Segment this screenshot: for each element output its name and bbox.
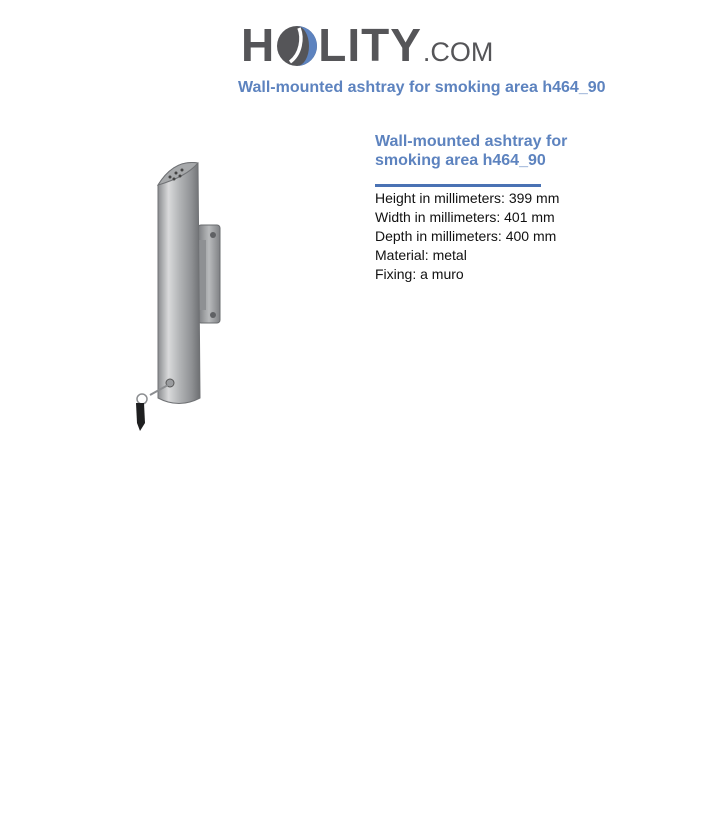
spec-height: Height in millimeters: 399 mm [375, 190, 560, 206]
logo-domain-suffix: .COM [422, 37, 494, 67]
logo-letter-h: H [241, 19, 276, 71]
product-title-line: Wall-mounted ashtray for [375, 133, 568, 150]
brand-logo[interactable] [241, 8, 494, 71]
logo-letters-lity: LITY [318, 19, 422, 71]
spec-material: Material: metal [375, 247, 467, 263]
page-title: Wall-mounted ashtray for smoking area h464_90 [238, 79, 606, 96]
ashtray-product-image [128, 155, 228, 440]
product-title [375, 132, 615, 170]
title-divider [375, 184, 541, 187]
logo-wordmark [241, 19, 422, 71]
product-info [375, 132, 615, 284]
spec-depth: Depth in millimeters: 400 mm [375, 228, 557, 244]
spec-fixing: Fixing: a muro [375, 266, 464, 282]
product-title-line: smoking area h464_90 [375, 152, 546, 169]
logo-o-icon [277, 24, 317, 68]
spec-width: Width in millimeters: 401 mm [375, 209, 555, 225]
